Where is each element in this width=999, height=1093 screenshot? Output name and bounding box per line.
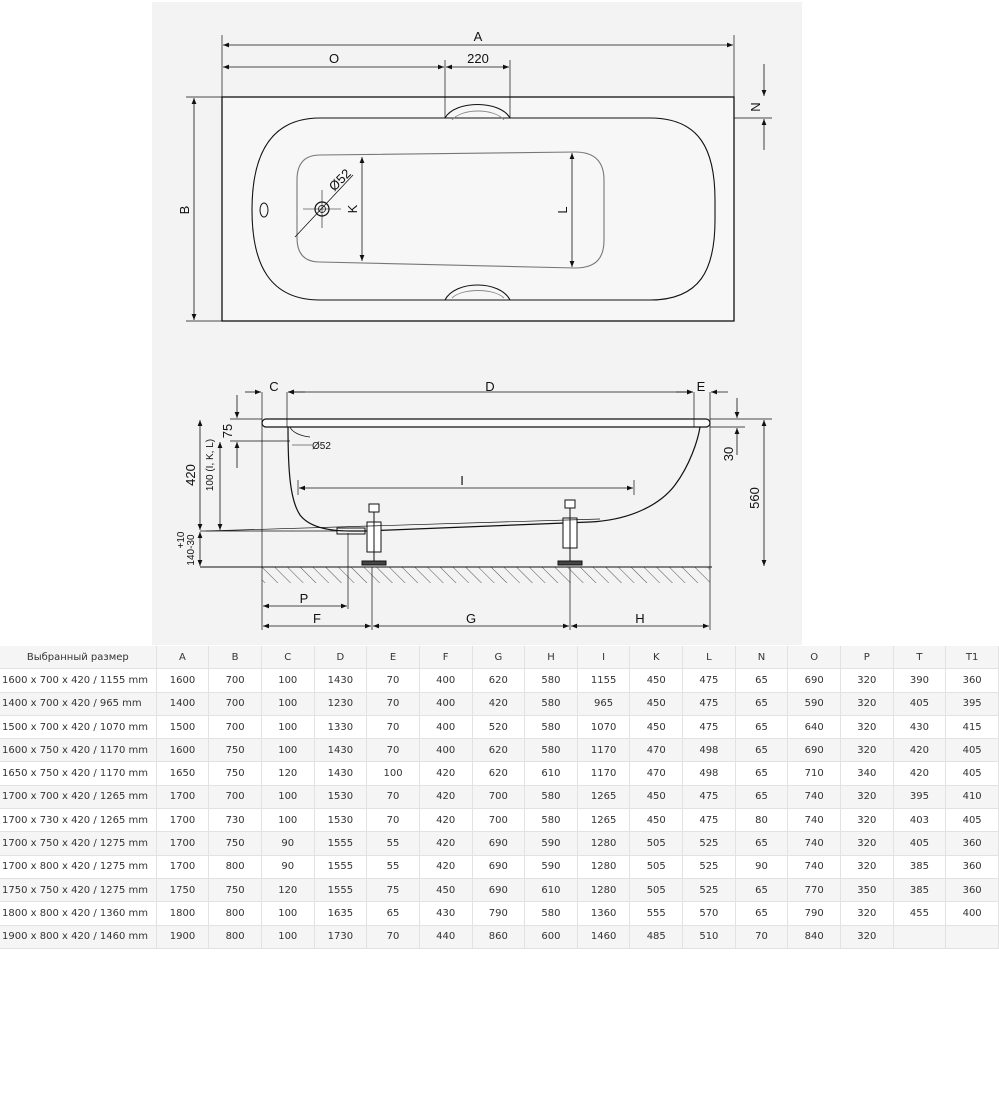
table-cell: 415 [946,715,999,738]
table-cell: 475 [683,692,736,715]
table-row[interactable] [0,739,999,762]
table-cell: 400 [419,715,472,738]
table-cell: 1700 [156,785,209,808]
table-cell: 120 [261,878,314,901]
table-cell: 475 [683,669,736,692]
table-cell: 590 [525,855,578,878]
table-cell: 455 [893,902,946,925]
table-cell: 1070 [577,715,630,738]
table-cell: 100 [261,739,314,762]
table-cell: 1750 [156,878,209,901]
column-header: Выбранный размер [0,646,156,669]
table-cell: 450 [630,669,683,692]
table-cell: 1700 x 700 x 420 / 1265 mm [0,785,156,808]
table-cell: 320 [840,902,893,925]
table-cell: 65 [735,832,788,855]
label-220: 220 [467,51,489,66]
table-cell: 450 [419,878,472,901]
table-cell: 750 [209,739,262,762]
tub-outer-rim [222,97,734,321]
table-cell: 65 [735,762,788,785]
table-cell: 620 [472,669,525,692]
table-cell: 65 [735,785,788,808]
table-cell: 470 [630,739,683,762]
table-cell: 65 [367,902,420,925]
table-cell: 640 [788,715,841,738]
table-cell: 1555 [314,855,367,878]
table-cell: 405 [893,692,946,715]
table-cell: 1800 [156,902,209,925]
table-cell: 1650 [156,762,209,785]
column-header: P [840,646,893,669]
column-header: G [472,646,525,669]
table-cell: 1430 [314,669,367,692]
table-cell: 1700 x 750 x 420 / 1275 mm [0,832,156,855]
label-n: N [748,102,763,112]
table-cell: 1460 [577,925,630,948]
table-cell: 70 [367,715,420,738]
table-cell: 700 [209,692,262,715]
column-header: L [683,646,736,669]
table-cell: 1750 x 750 x 420 / 1275 mm [0,878,156,901]
table-cell: 430 [893,715,946,738]
table-row[interactable] [0,785,999,808]
table-cell: 690 [788,669,841,692]
table-cell: 100 [261,925,314,948]
table-cell: 1555 [314,832,367,855]
table-cell: 800 [209,902,262,925]
table-cell: 485 [630,925,683,948]
table-cell: 100 [367,762,420,785]
label-100: 100 (I, K, L) [205,438,216,492]
table-cell: 100 [261,809,314,832]
label-o: O [328,51,340,66]
table-cell: 405 [946,762,999,785]
column-header: B [209,646,262,669]
table-cell: 395 [893,785,946,808]
table-cell: 420 [419,762,472,785]
table-cell: 320 [840,739,893,762]
table-cell: 860 [472,925,525,948]
label-k: K [345,204,360,214]
table-cell: 730 [209,809,262,832]
table-cell: 1400 x 700 x 420 / 965 mm [0,692,156,715]
table-cell: 1600 x 750 x 420 / 1170 mm [0,739,156,762]
table-cell: 740 [788,832,841,855]
table-cell: 1730 [314,925,367,948]
column-header: T [893,646,946,669]
table-cell: 1600 x 700 x 420 / 1155 mm [0,669,156,692]
table-cell: 1500 [156,715,209,738]
table-cell: 70 [367,739,420,762]
table-cell: 580 [525,692,578,715]
table-cell: 405 [893,832,946,855]
label-p: P [299,591,309,606]
table-cell: 1600 [156,739,209,762]
table-cell: 750 [209,878,262,901]
table-cell: 750 [209,832,262,855]
table-cell: 700 [472,785,525,808]
table-cell: 710 [788,762,841,785]
table-cell: 420 [419,809,472,832]
table-cell: 475 [683,809,736,832]
table-cell: 440 [419,925,472,948]
table-cell: 403 [893,809,946,832]
table-row[interactable] [0,692,999,715]
bathtub-technical-drawing [152,2,802,645]
table-cell: 570 [683,902,736,925]
table-cell: 400 [419,692,472,715]
table-cell: 360 [946,669,999,692]
table-cell: 70 [367,692,420,715]
table-cell: 510 [683,925,736,948]
table-cell: 100 [261,692,314,715]
table-cell: 320 [840,809,893,832]
table-cell: 700 [209,669,262,692]
table-cell: 400 [419,739,472,762]
table-cell: 1530 [314,809,367,832]
label-plus10: +10 [176,531,187,549]
table-cell: 450 [630,809,683,832]
label-420: 420 [183,464,198,486]
table-header-row [0,646,999,669]
table-cell: 1265 [577,809,630,832]
label-a: A [473,29,483,44]
label-c: C [269,379,279,394]
table-cell: 620 [472,762,525,785]
table-cell: 100 [261,715,314,738]
table-cell: 498 [683,762,736,785]
table-cell: 590 [525,832,578,855]
table-cell: 70 [367,809,420,832]
table-cell: 800 [209,855,262,878]
table-cell: 360 [946,832,999,855]
table-row[interactable] [0,669,999,692]
table-cell: 620 [472,739,525,762]
table-cell: 405 [946,739,999,762]
table-cell: 1280 [577,832,630,855]
table-cell: 55 [367,855,420,878]
label-75: 75 [220,423,235,439]
table-row[interactable] [0,925,999,948]
table-cell: 505 [630,832,683,855]
table-cell: 320 [840,925,893,948]
table-cell: 965 [577,692,630,715]
table-cell: 525 [683,878,736,901]
table-cell: 1170 [577,739,630,762]
table-cell: 320 [840,785,893,808]
table-cell: 75 [367,878,420,901]
table-cell: 770 [788,878,841,901]
table-cell: 65 [735,878,788,901]
label-g: G [465,611,477,626]
table-cell: 1800 x 800 x 420 / 1360 mm [0,902,156,925]
table-cell: 580 [525,809,578,832]
column-header: A [156,646,209,669]
table-row[interactable] [0,715,999,738]
table-cell: 470 [630,762,683,785]
table-cell: 70 [367,925,420,948]
label-b: B [177,205,192,215]
table-row[interactable] [0,855,999,878]
table-cell: 1900 x 800 x 420 / 1460 mm [0,925,156,948]
table-cell: 690 [788,739,841,762]
table-cell: 400 [946,902,999,925]
label-30: 30 [721,446,736,462]
table-cell: 580 [525,715,578,738]
table-cell: 580 [525,785,578,808]
table-cell: 600 [525,925,578,948]
table-cell: 1700 [156,809,209,832]
table-cell: 740 [788,785,841,808]
table-cell: 420 [893,739,946,762]
table-cell: 450 [630,715,683,738]
table-cell: 390 [893,669,946,692]
column-header: E [367,646,420,669]
column-header: N [735,646,788,669]
table-cell: 65 [735,902,788,925]
table-cell: 1650 x 750 x 420 / 1170 mm [0,762,156,785]
column-header: C [261,646,314,669]
table-cell: 1635 [314,902,367,925]
table-cell: 590 [788,692,841,715]
label-l: L [555,206,570,214]
label-diameter-top: Ø52 [325,165,354,194]
ground-hatch [262,567,710,583]
column-header: H [525,646,578,669]
table-cell: 70 [735,925,788,948]
table-cell: 505 [630,855,683,878]
table-cell: 610 [525,878,578,901]
table-cell: 580 [525,739,578,762]
table-cell: 430 [419,902,472,925]
table-cell: 420 [419,855,472,878]
table-cell: 740 [788,809,841,832]
table-cell: 420 [419,785,472,808]
table-cell: 840 [788,925,841,948]
table-cell: 520 [472,715,525,738]
table-cell: 1555 [314,878,367,901]
column-header: I [577,646,630,669]
table-cell: 1170 [577,762,630,785]
table-cell: 100 [261,785,314,808]
table-cell: 340 [840,762,893,785]
table-cell: 1360 [577,902,630,925]
table-cell: 1280 [577,878,630,901]
table-cell: 90 [261,832,314,855]
table-cell: 80 [735,809,788,832]
table-cell: 320 [840,669,893,692]
table-cell: 580 [525,902,578,925]
column-header: D [314,646,367,669]
table-cell: 1265 [577,785,630,808]
table-cell: 65 [735,715,788,738]
table-cell: 100 [261,669,314,692]
table-cell: 740 [788,855,841,878]
table-cell: 1330 [314,715,367,738]
table-cell: 385 [893,878,946,901]
table-row[interactable] [0,878,999,901]
table-cell: 475 [683,715,736,738]
table-cell: 65 [735,669,788,692]
column-header: F [419,646,472,669]
dimensions-table [0,646,999,949]
table-cell: 1400 [156,692,209,715]
table-cell: 1500 x 700 x 420 / 1070 mm [0,715,156,738]
table-cell: 580 [525,669,578,692]
column-header: O [788,646,841,669]
table-cell: 1700 x 800 x 420 / 1275 mm [0,855,156,878]
label-140: 140-30 [186,534,197,566]
table-cell: 405 [946,809,999,832]
table-row[interactable] [0,832,999,855]
table-cell: 395 [946,692,999,715]
table-cell: 90 [261,855,314,878]
table-cell: 1430 [314,762,367,785]
table-cell: 800 [209,925,262,948]
label-d: D [485,379,495,394]
table-cell: 750 [209,762,262,785]
table-cell: 700 [209,715,262,738]
table-cell: 420 [472,692,525,715]
table-cell: 90 [735,855,788,878]
table-cell: 450 [630,692,683,715]
table-cell: 420 [419,832,472,855]
table-cell: 690 [472,855,525,878]
table-cell: 525 [683,855,736,878]
table-cell: 100 [261,902,314,925]
table-cell: 1280 [577,855,630,878]
label-f: F [313,611,321,626]
label-h: H [635,611,645,626]
table-row[interactable] [0,902,999,925]
table-cell: 350 [840,878,893,901]
column-header: T1 [946,646,999,669]
table-cell: 55 [367,832,420,855]
table-cell: 790 [472,902,525,925]
tub-rim [262,419,710,427]
table-cell [946,925,999,948]
table-row[interactable] [0,809,999,832]
table-cell: 610 [525,762,578,785]
table-row[interactable] [0,762,999,785]
table-cell: 1230 [314,692,367,715]
table-cell: 1530 [314,785,367,808]
table-cell: 1155 [577,669,630,692]
table-cell [893,925,946,948]
table-cell: 65 [735,739,788,762]
table-cell: 1700 [156,855,209,878]
table-cell: 690 [472,832,525,855]
table-cell: 1700 x 730 x 420 / 1265 mm [0,809,156,832]
label-i: I [460,473,464,488]
table-cell: 498 [683,739,736,762]
table-cell: 790 [788,902,841,925]
table-cell: 1700 [156,832,209,855]
table-cell: 475 [683,785,736,808]
table-cell: 120 [261,762,314,785]
table-cell: 385 [893,855,946,878]
table-cell: 360 [946,855,999,878]
label-diameter-side: Ø52 [312,441,331,452]
table-cell: 1600 [156,669,209,692]
table-cell: 505 [630,878,683,901]
label-560: 560 [747,487,762,509]
table-cell: 70 [367,785,420,808]
table-cell: 65 [735,692,788,715]
label-e: E [696,379,706,394]
table-cell: 700 [472,809,525,832]
table-cell: 360 [946,878,999,901]
table-cell: 1430 [314,739,367,762]
column-header: K [630,646,683,669]
table-cell: 70 [367,669,420,692]
table-cell: 700 [209,785,262,808]
table-cell: 320 [840,832,893,855]
table-cell: 450 [630,785,683,808]
table-cell: 320 [840,692,893,715]
table-cell: 400 [419,669,472,692]
table-cell: 320 [840,855,893,878]
table-cell: 410 [946,785,999,808]
table-cell: 420 [893,762,946,785]
table-cell: 525 [683,832,736,855]
table-cell: 1900 [156,925,209,948]
table-cell: 690 [472,878,525,901]
table-cell: 555 [630,902,683,925]
table-cell: 320 [840,715,893,738]
